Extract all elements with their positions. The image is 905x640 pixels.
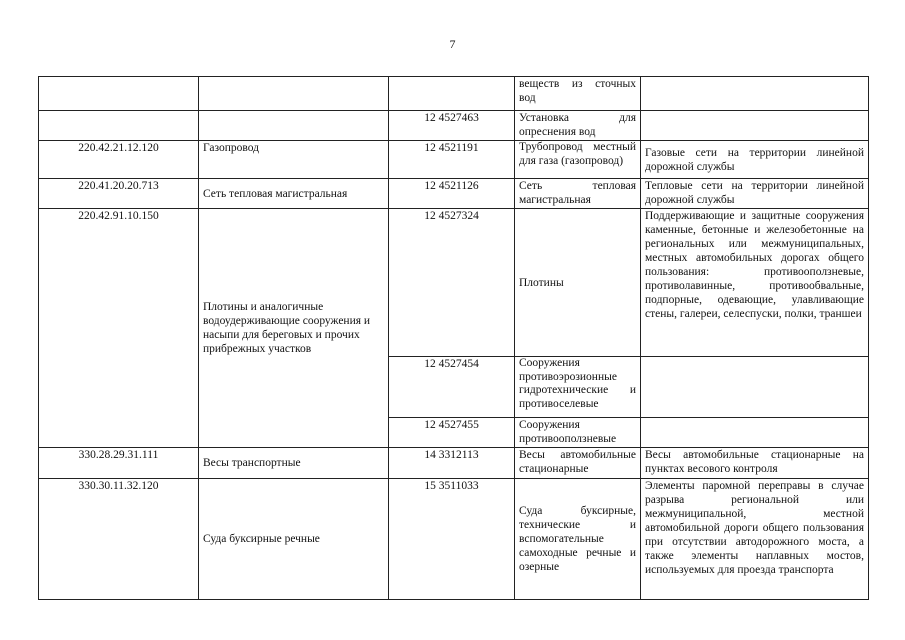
code-cell: 330.30.11.32.120 bbox=[39, 479, 199, 600]
okof-name-cell: Плотины bbox=[515, 209, 641, 357]
table-row bbox=[39, 179, 869, 209]
name-cell: Плотины и аналогичные водоудерживающие сооружения и насыпи для береговых и прочих прибрежных участков bbox=[199, 209, 389, 448]
description-cell: Поддерживающие и защитные сооружения каменные, бетонные и железобетонные на региональных или межмуниципальных, местных автомобильных дорогах общего пользования: противооползневые, противолавинные, противообвальные, подпорные, одевающие, улавливающие стены, галереи, селеспуски, полки, траншеи bbox=[641, 209, 869, 357]
name-cell: Сеть тепловая магистральная bbox=[199, 179, 389, 209]
okof-cell: 12 4527463 bbox=[389, 111, 515, 141]
okof-cell: 12 4527454 bbox=[389, 357, 515, 418]
code-cell: 220.41.20.20.713 bbox=[39, 179, 199, 209]
table-row bbox=[39, 448, 869, 479]
okof-name-cell: Сеть тепловая магистральная bbox=[515, 179, 641, 209]
okof-name-cell: веществ из сточных вод bbox=[515, 77, 641, 111]
name-cell: Газопровод bbox=[199, 141, 389, 179]
okof-name-cell: Суда буксирные, технические и вспомогательные самоходные речные и озерные bbox=[515, 479, 641, 600]
code-cell bbox=[39, 111, 199, 141]
okof-name-cell: Сооружения противоэрозионные гидротехнические и противоселевые bbox=[515, 357, 641, 418]
code-cell bbox=[39, 77, 199, 111]
description-cell bbox=[641, 418, 869, 448]
table-row bbox=[39, 479, 869, 600]
okof-cell: 12 4521191 bbox=[389, 141, 515, 179]
okof-cell: 12 4521126 bbox=[389, 179, 515, 209]
okof-name-cell: Сооружения противооползневые bbox=[515, 418, 641, 448]
code-cell: 330.28.29.31.111 bbox=[39, 448, 199, 479]
table-row bbox=[39, 77, 869, 111]
table-row bbox=[39, 209, 869, 357]
name-cell: Весы транспортные bbox=[199, 448, 389, 479]
okof-name-cell: Установка для опреснения вод bbox=[515, 111, 641, 141]
description-cell: Тепловые сети на территории линейной дорожной службы bbox=[641, 179, 869, 209]
code-cell: 220.42.91.10.150 bbox=[39, 209, 199, 448]
okof-cell: 15 3511033 bbox=[389, 479, 515, 600]
description-cell: Газовые сети на территории линейной дорожной службы bbox=[641, 141, 869, 179]
name-cell bbox=[199, 111, 389, 141]
table-row bbox=[39, 111, 869, 141]
okof-name-cell: Трубопровод местный для газа (газопровод) bbox=[515, 141, 641, 179]
okof-cell: 14 3312113 bbox=[389, 448, 515, 479]
name-cell: Суда буксирные речные bbox=[199, 479, 389, 600]
okof-cell bbox=[389, 77, 515, 111]
description-cell: Весы автомобильные стационарные на пунктах весового контроля bbox=[641, 448, 869, 479]
name-cell bbox=[199, 77, 389, 111]
okof-cell: 12 4527324 bbox=[389, 209, 515, 357]
code-cell: 220.42.21.12.120 bbox=[39, 141, 199, 179]
description-cell bbox=[641, 357, 869, 418]
description-cell bbox=[641, 77, 869, 111]
description-cell: Элементы паромной переправы в случае разрыва региональной или межмуниципальной, местной автомобильной дороги общего пользования при отсутствии автодорожного моста, а также элементы наплавных мостов, используемых для проезда транспорта bbox=[641, 479, 869, 600]
table-row bbox=[39, 141, 869, 179]
description-cell bbox=[641, 111, 869, 141]
okof-name-cell: Весы автомобильные стационарные bbox=[515, 448, 641, 479]
okof-cell: 12 4527455 bbox=[389, 418, 515, 448]
classification-table bbox=[38, 76, 869, 600]
page-number: 7 bbox=[449, 37, 456, 51]
